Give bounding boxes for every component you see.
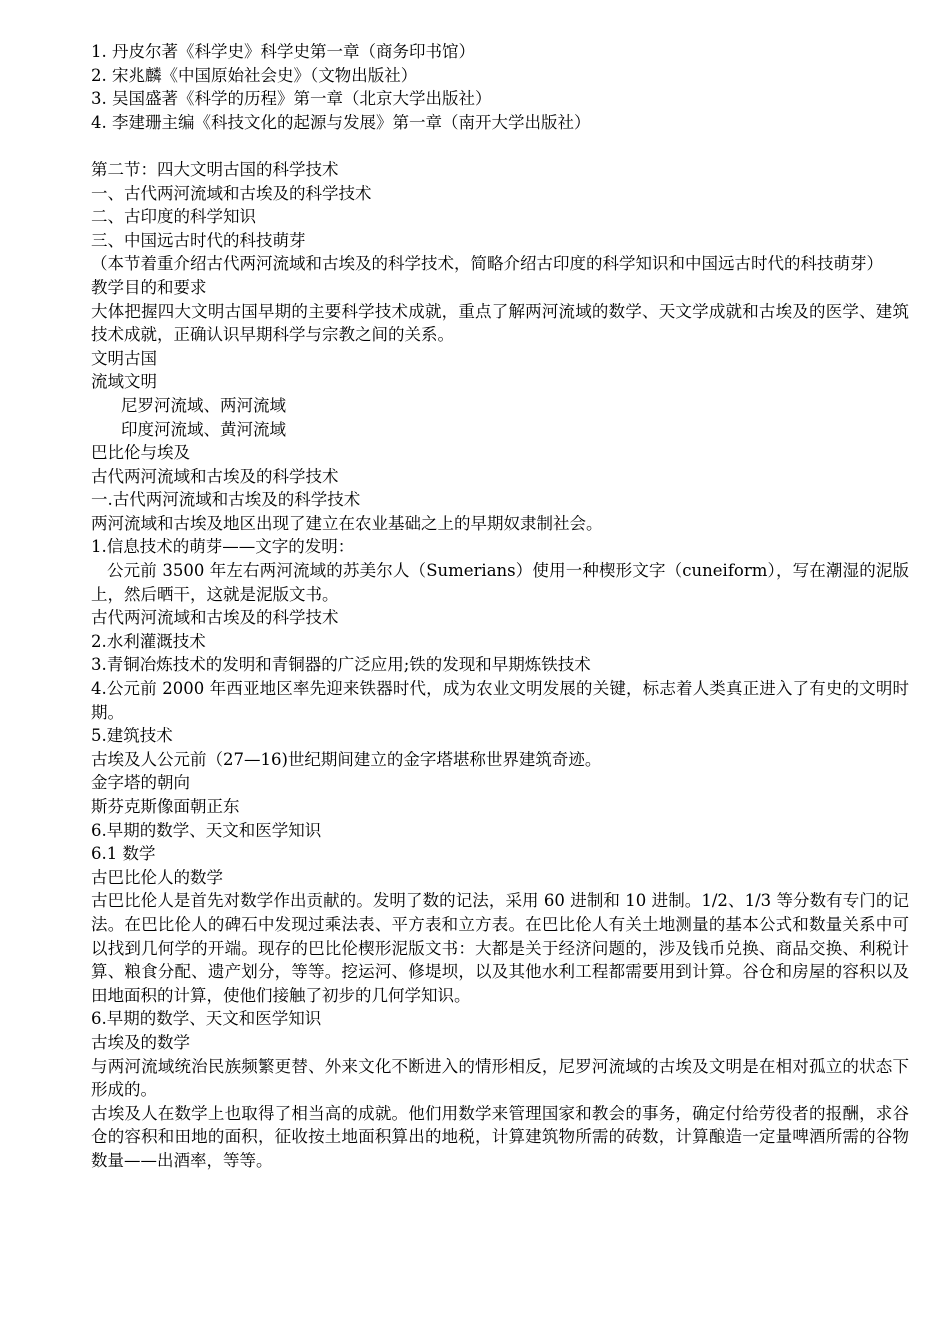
item-heading: 3.青铜冶炼技术的发明和青铜器的广泛应用;铁的发现和早期炼铁技术 bbox=[91, 655, 591, 675]
section-title: 第二节：四大文明古国的科学技术 bbox=[91, 159, 339, 179]
river-heading: 流域文明 bbox=[91, 372, 157, 392]
civ-heading: 文明古国 bbox=[91, 348, 157, 368]
item-heading: 5.建筑技术 bbox=[91, 726, 173, 746]
sub-heading: 一.古代两河流域和古埃及的科学技术 bbox=[91, 490, 361, 510]
sub-heading: 古代两河流域和古埃及的科学技术 bbox=[91, 608, 339, 628]
reference-list bbox=[91, 40, 909, 134]
reference-item: 2. 宋兆麟《中国原始社会史》（文物出版社） bbox=[91, 65, 418, 85]
item-heading: 1.信息技术的萌芽——文字的发明： bbox=[91, 537, 355, 557]
outline-item: 二、古印度的科学知识 bbox=[91, 207, 256, 227]
babylon-math-heading: 古巴比伦人的数学 bbox=[91, 867, 223, 887]
reference-item: 4. 李建珊主编《科技文化的起源与发展》第一章（南开大学出版社） bbox=[91, 112, 591, 132]
item-heading: 6.早期的数学、天文和医学知识 bbox=[91, 1009, 322, 1029]
river-list: 印度河流域、黄河流域 bbox=[121, 419, 286, 439]
egypt-context-text: 与两河流域统治民族频繁更替、外来文化不断进入的情形相反，尼罗河流域的古埃及文明是在相对孤立的状态下形成的。 bbox=[91, 1056, 909, 1100]
goal-heading: 教学目的和要求 bbox=[91, 277, 207, 297]
goal-text: 大体把握四大文明古国早期的主要科学技术成就，重点了解两河流域的数学、天文学成就和古埃及的医学、建筑技术成就，正确认识早期科学与宗教之间的关系。 bbox=[91, 301, 909, 345]
egypt-math-text: 古埃及人在数学上也取得了相当高的成就。他们用数学来管理国家和教会的事务，确定付给劳役者的报酬，求谷仓的容积和田地的面积，征收按土地面积算出的地税，计算建筑物所需的砖数，计算酿造一定量啤酒所需的谷物数量——出酒率，等等。 bbox=[91, 1103, 909, 1170]
reference-item: 3. 吴国盛著《科学的历程》第一章（北京大学出版社） bbox=[91, 89, 492, 109]
egypt-math-heading: 古埃及的数学 bbox=[91, 1032, 190, 1052]
sub-heading: 古代两河流域和古埃及的科学技术 bbox=[91, 466, 339, 486]
item-heading: 2.水利灌溉技术 bbox=[91, 631, 206, 651]
iron-age-text: 4.公元前 2000 年西亚地区率先迎来铁器时代，成为农业文明发展的关键，标志着人类真正进入了有史的文明时期。 bbox=[91, 679, 909, 722]
pyramid-orientation: 金字塔的朝向 bbox=[91, 773, 190, 793]
sub-item-heading: 6.1 数学 bbox=[91, 844, 156, 864]
babylon-egypt-heading: 巴比伦与埃及 bbox=[91, 443, 190, 463]
babylon-math-text: 古巴比伦人是首先对数学作出贡献的。发明了数的记法，采用 60 进制和 10 进制。1/2、1/3 等分数有专门的记法。在巴比伦人的碑石中发现过乘法表、平方表和立方表。在巴比伦人有关土地测量的基本公式和数量关系中可以找到几何学的开端。现存的巴比伦楔形泥版文书：大都是关于经济问题的，涉及钱币兑换、商品交换、利税计算、粮食分配、遗产划分，等等。挖运河、修堤坝，以及其他水利工程都需要用到计算。谷仓和房屋的容积以及田地面积的计算，使他们接触了初步的几何学知识。 bbox=[91, 891, 909, 1005]
river-list: 尼罗河流域、两河流域 bbox=[121, 395, 286, 415]
spacer bbox=[91, 134, 909, 158]
section-note: （本节着重介绍古代两河流域和古埃及的科学技术，简略介绍古印度的科学知识和中国远古时代的科技萌芽） bbox=[91, 254, 883, 274]
item-heading: 6.早期的数学、天文和医学知识 bbox=[91, 820, 322, 840]
outline-item: 一、古代两河流域和古埃及的科学技术 bbox=[91, 183, 372, 203]
pyramid-text: 古埃及人公元前（27—16)世纪期间建立的金字塔堪称世界建筑奇迹。 bbox=[91, 749, 602, 769]
writing-text: 公元前 3500 年左右两河流域的苏美尔人（Sumerians）使用一种楔形文字（cuneiform），写在潮湿的泥版上，然后晒干，这就是泥版文书。 bbox=[91, 561, 909, 604]
society-text: 两河流域和古埃及地区出现了建立在农业基础之上的早期奴隶制社会。 bbox=[91, 513, 603, 533]
sphinx-text: 斯芬克斯像面朝正东 bbox=[91, 797, 240, 816]
document-page bbox=[91, 40, 909, 1173]
reference-item: 1. 丹皮尔著《科学史》科学史第一章（商务印书馆） bbox=[91, 42, 475, 61]
outline-item: 三、中国远古时代的科技萌芽 bbox=[91, 230, 306, 250]
